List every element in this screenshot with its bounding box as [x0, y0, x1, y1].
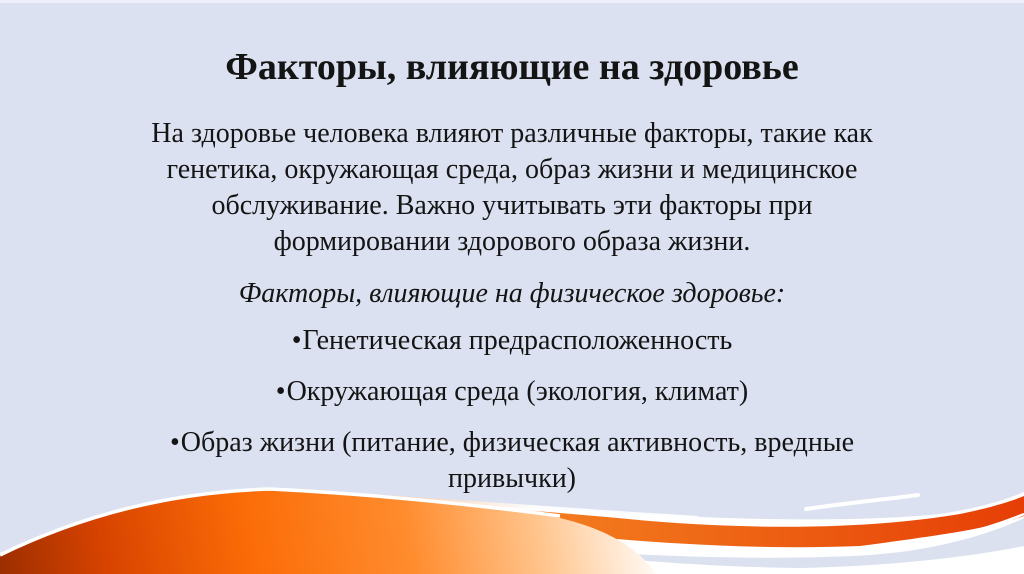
slide-title: Факторы, влияющие на здоровье: [225, 46, 799, 88]
bullet-item-lifestyle: [97, 425, 927, 497]
bullet-text: Образ жизни (питание, физическая активность, вредные: [180, 426, 855, 458]
intro-paragraph: [97, 116, 927, 260]
bullet-item-environment: [97, 374, 927, 410]
subheading-physical-factors: Факторы, влияющие на физическое здоровье:: [238, 277, 786, 309]
paragraph-line: генетика, окружающая среда, образ жизни и медицинское: [166, 153, 858, 185]
paragraph-line: формировании здорового образа жизни.: [273, 225, 751, 257]
bullet-marker: •: [275, 375, 286, 407]
paragraph-line: На здоровье человека влияют различные факторы, такие как: [151, 117, 873, 149]
bullet-text: Окружающая среда (экология, климат): [286, 375, 749, 407]
bullet-text-wrap: привычки): [448, 462, 576, 494]
bullet-item-genetics: [97, 323, 927, 359]
bullet-marker: •: [169, 426, 180, 458]
bullet-marker: •: [291, 324, 302, 356]
slide-content: [97, 0, 927, 497]
paragraph-line: обслуживание. Важно учитывать эти факторы при: [211, 189, 813, 221]
bullet-text: Генетическая предрасположенность: [302, 324, 733, 356]
